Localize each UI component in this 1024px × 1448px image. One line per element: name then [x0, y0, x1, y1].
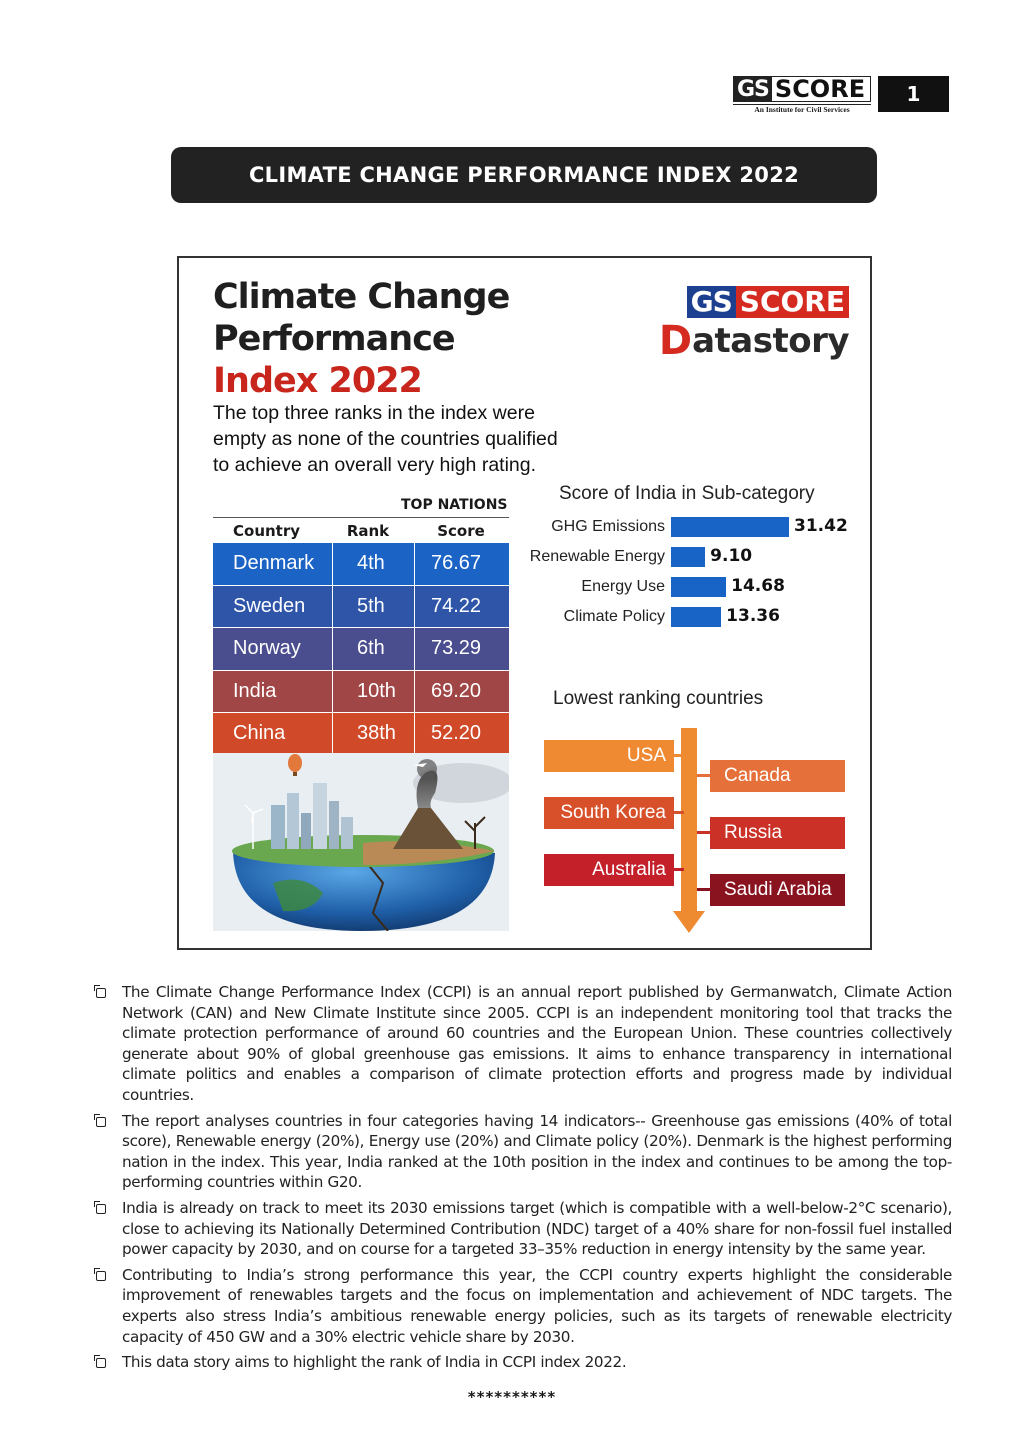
list-item	[96, 1111, 952, 1193]
bullet-text: Contributing to India’s strong performance this year, the CCPI country experts highlight the considerable improvement of renewables targets and the focus on implementation and achievement of NDC targets. The experts also stress India’s ambitious renewable energy policies, such as its targets of renewable electricity capacity of 450 GW and a 30% electric vehicle share by 2030.	[122, 1265, 952, 1346]
footer-stars: **********	[467, 1388, 557, 1406]
cell-country: Sweden	[213, 586, 333, 628]
cell-rank: 6th	[333, 628, 415, 670]
lowest-country-box: Russia	[710, 817, 845, 849]
bullet-box-icon	[96, 1111, 122, 1193]
bar-row	[519, 572, 859, 602]
list-item	[96, 1352, 952, 1373]
table-caption: TOP NATIONS	[401, 497, 508, 513]
table-row	[213, 713, 509, 756]
cell-rank: 4th	[333, 543, 415, 585]
connector-line	[674, 754, 684, 757]
bullet-text: This data story aims to highlight the rank of India in CCPI index 2022.	[122, 1353, 627, 1372]
bar-category-label: Renewable Energy	[529, 548, 665, 565]
table-row	[213, 671, 509, 714]
cell-country: India	[213, 671, 333, 713]
cell-rank: 10th	[333, 671, 415, 713]
page-title: CLIMATE CHANGE PERFORMANCE INDEX 2022	[171, 147, 877, 203]
table-row	[213, 586, 509, 629]
table-row	[213, 543, 509, 586]
page-number: 1	[878, 76, 949, 112]
list-item	[96, 1198, 952, 1260]
list-item	[96, 1265, 952, 1347]
infographic-title	[213, 276, 509, 402]
datastory-d-letter: D	[658, 318, 693, 364]
earth-scene-image	[213, 753, 509, 931]
bar-track	[671, 547, 859, 567]
lowest-country-box: South Korea	[544, 797, 674, 829]
cell-country: Denmark	[213, 543, 333, 585]
connector-line	[697, 888, 710, 891]
logo-tagline: An Institute for Civil Services	[733, 104, 871, 114]
bar	[671, 517, 789, 537]
climate-earth-illustration	[213, 753, 509, 931]
connector-line	[697, 774, 710, 777]
infographic-title-line3: Index 2022	[213, 361, 422, 401]
datastory-word: atastory	[692, 321, 849, 361]
bar	[671, 607, 721, 627]
lowest-country-box: USA	[544, 740, 674, 772]
table-row	[213, 628, 509, 671]
bar-value-label: 9.10	[710, 546, 753, 566]
cell-score: 74.22	[431, 594, 482, 617]
bar	[671, 547, 705, 567]
lowest-ranking-diagram	[544, 728, 854, 938]
cell-score: 69.20	[431, 679, 482, 702]
infographic-title-line2: Performance	[213, 319, 455, 359]
lowest-country-box: Canada	[710, 760, 845, 792]
bullet-box-icon	[96, 1198, 122, 1260]
datastory-score: SCORE	[736, 286, 849, 318]
bar-row	[519, 602, 859, 632]
connector-line	[697, 831, 710, 834]
cell-rank: 38th	[333, 713, 415, 755]
cell-rank: 5th	[333, 586, 415, 628]
bullet-box-icon	[96, 1265, 122, 1347]
bar	[671, 577, 726, 597]
infographic	[177, 256, 872, 950]
bar-category-label: GHG Emissions	[551, 518, 665, 535]
logo-score-text: SCORE	[774, 75, 866, 103]
bar-track	[671, 607, 859, 627]
infographic-title-line1: Climate Change	[213, 277, 510, 317]
cell-country: China	[213, 713, 333, 755]
bullet-list	[96, 982, 952, 1378]
infographic-description: The top three ranks in the index were empty as none of the countries qualified to achieve an overall very high rating.	[213, 402, 558, 476]
datastory-gs: GS	[687, 286, 736, 318]
connector-line	[674, 868, 684, 871]
table-header-row	[213, 517, 509, 543]
bar-value-label: 14.68	[731, 576, 785, 596]
bullet-text: The report analyses countries in four categories having 14 indicators-- Greenhouse gas emissions (40% of total score), Renewable energy (20%), Energy use (20%) and Climate policy (20%). Denmark is the highest performing nation in the index. This year, India ranked at the 10th position in the index and continues to be among the top-performing countries within G20.	[122, 1111, 952, 1192]
cell-score: 76.67	[431, 552, 482, 575]
bar-track	[671, 577, 859, 597]
lowest-country-box: Australia	[544, 854, 674, 886]
subcategory-bar-chart	[519, 512, 859, 632]
lowest-ranking-title: Lowest ranking countries	[553, 688, 764, 709]
bullet-text: The Climate Change Performance Index (CCPI) is an annual report published by Germanwatch, Climate Action Network (CAN) and New Climate Institute since 2005. CCPI is an independent monitoring tool that tracks the climate protection performance of around 60 countries and the European Union. These countries collectively generate about 90% of global greenhouse gas emissions. It aims to enhance transparency in international climate politics and enables a comparison of climate protection efforts and progress made by individual countries.	[122, 983, 952, 1104]
bar-value-label: 13.36	[726, 606, 780, 626]
bullet-box-icon	[96, 982, 122, 1106]
bullet-text: India is already on track to meet its 2030 emissions target (which is compatible with a well-below-2°C scenario), close to achieving its Nationally Determined Contribution (NDC) target of a 40% share for non-fossil fuel installed power capacity by 2030, and on course for a targeted 33–35% reduction in energy intensity by the same year.	[122, 1198, 952, 1259]
bar-row	[519, 512, 859, 542]
bar-category-label: Climate Policy	[563, 608, 665, 625]
cell-score: 73.29	[431, 637, 482, 660]
table-header-rank: Rank	[346, 521, 390, 540]
logo-gs-text: GS	[734, 77, 772, 101]
top-nations-table	[213, 517, 509, 756]
subcategory-chart-title: Score of India in Sub-category	[559, 483, 815, 504]
lowest-country-box: Saudi Arabia	[710, 874, 845, 906]
bar-track	[671, 517, 859, 537]
datastory-logo	[634, 286, 849, 362]
gs-score-logo	[733, 76, 871, 114]
cell-country: Norway	[213, 628, 333, 670]
bar-value-label: 31.42	[794, 516, 848, 536]
down-arrow-head	[673, 911, 705, 933]
cell-score: 52.20	[431, 722, 482, 745]
table-header-score: Score	[437, 521, 485, 540]
bar-row	[519, 542, 859, 572]
table-header-country: Country	[233, 521, 301, 540]
bar-category-label: Energy Use	[581, 578, 665, 595]
list-item	[96, 982, 952, 1106]
bullet-box-icon	[96, 1352, 122, 1373]
connector-line	[674, 811, 684, 814]
